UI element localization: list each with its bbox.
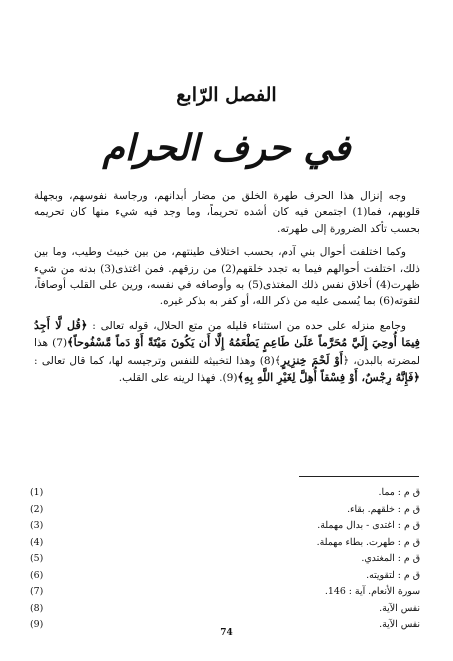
- footnote-text: سورة الأنعام. آية : 146.: [324, 586, 420, 597]
- footnote-number: (7): [30, 586, 44, 597]
- footnote-text: نفس الآية.: [379, 602, 420, 614]
- body-text: [34, 188, 420, 393]
- footnote-item: [30, 584, 424, 601]
- footnote-separator: [299, 476, 419, 477]
- footnote-number: (6): [30, 569, 44, 581]
- footnote-text: نفس الآية.: [379, 619, 420, 630]
- footnote-item: [30, 485, 424, 502]
- footnote-text: ق م : المغتدي.: [361, 553, 420, 564]
- footnote-number: (4): [30, 536, 44, 548]
- footnote-item: [30, 518, 424, 535]
- chapter-title: في حرف الحرام: [102, 127, 351, 169]
- footnote-number: (9): [30, 619, 44, 630]
- footnote-number: (8): [30, 602, 44, 614]
- paragraph-3-mid2: ﴾(8) وهذا لتخبيثه للنفس وترجيسه لها، كما قال تعالى :: [34, 354, 281, 367]
- footnote-item: [30, 535, 424, 552]
- footnotes-list: [30, 485, 424, 634]
- footnote-item: [30, 601, 424, 618]
- quran-verse-2: أَوْ لَحْمَ خِنزِيرٍ: [280, 352, 343, 367]
- paragraph-2: وكما اختلفت أحوال بني آدم، بحسب اختلاف طينتهم، من بين خبيث وطيب، وما بين ذلك، اختلفت أحوالهم فيما به تجدد خلقهم(2) من رزقهم. فمن اغتذى(3) بدنه من شيء ظهرت(4) أخلاق نفس ذلك المغتذى(5) به وأوصافه في نفسه، ورين على القلب أوصافاً، لتقوته(6) بما يُسمى عليه من ذكر الله، أو كفر به بذكر غيره.: [34, 246, 420, 308]
- footnote-text: ق م : اغتدى - بدال مهملة.: [317, 520, 420, 531]
- footnote-text: ق م : خلقهم. بقاء.: [347, 503, 420, 515]
- quran-verse-1: ﴿قُل لَّا أَجِدُ فِيمَا أُوحِيَ إِلَيَّ مُحَرَّماً عَلَىٰ طَاعِمٍ يَطْعَمُهُ إِلَّا أَن يَكُونَ مَيْتَةً أَوْ دَماً مَّسْفُوحاً﴾: [34, 317, 421, 350]
- quran-verse-3: ﴿فَإِنَّهُ رِجْسٌ، أَوْ فِسْقاً أُهِلَّ لِغَيْرِ اللَّهِ بِهِ﴾: [237, 370, 420, 385]
- footnote-text: ق م : لتقويته.: [366, 569, 420, 581]
- footnote-item: [30, 502, 424, 519]
- footnote-item: [30, 551, 424, 568]
- paragraph-3-end: (9). فهذا لرينه على القلب.: [118, 372, 238, 385]
- footnote-item: [30, 568, 424, 585]
- paragraph-3-intro: وجامع منزله على حده من استثناء قليله من متع الحلال، قوله تعالى :: [92, 319, 407, 332]
- footnote-number: (1): [30, 487, 44, 498]
- page-number: 74: [220, 628, 233, 638]
- paragraph-3: [34, 317, 420, 387]
- footnote-number: (2): [30, 503, 44, 515]
- footnote-text: ق م : طهرت. بطاء مهملة.: [316, 536, 420, 548]
- footnote-text: ق م : مما.: [378, 487, 420, 498]
- paragraph-1: وجه إنزال هذا الحرف طهرة الخلق من مضار أبدانهم، ورجاسة نفوسهم، وبجهلة قلوبهم، فما(1) اجتمعن فيه كان أشده تحريماً، وما وجد فيه شيء منها كان تحريمه بحسب تأكد الضرورة إلى طهرته.: [34, 190, 421, 235]
- paragraph-3-mid: (7) هذا لمضرته بالبدن، ﴿: [34, 337, 420, 367]
- footnote-number: (3): [30, 520, 44, 531]
- footnote-number: (5): [30, 553, 44, 564]
- chapter-label: الفصل الرّابع: [176, 84, 277, 106]
